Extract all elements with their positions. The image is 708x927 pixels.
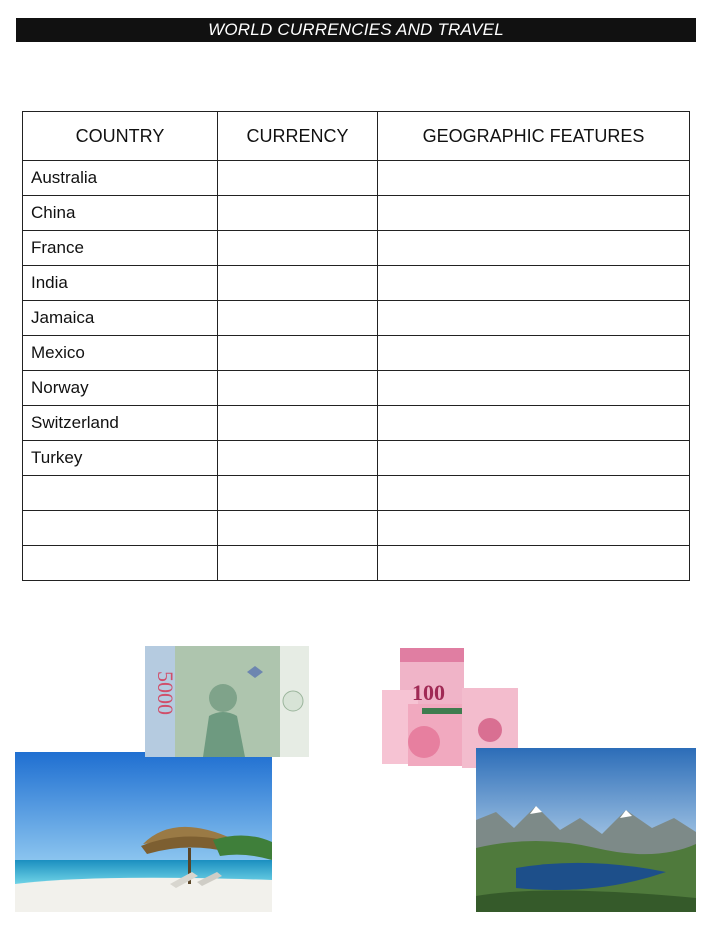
currency-cell [218,196,378,231]
features-cell [378,441,690,476]
table-row [23,231,690,266]
table-row [23,406,690,441]
page-title: WORLD CURRENCIES AND TRAVEL [16,18,696,42]
currency-cell [218,476,378,511]
table-row [23,161,690,196]
country-cell: Jamaica [23,301,218,336]
country-cell [23,511,218,546]
currency-cell [218,546,378,581]
currency-cell [218,266,378,301]
mountain-lake-photo [476,748,696,912]
beach-photo [15,752,272,912]
currency-cell [218,161,378,196]
table-row [23,546,690,581]
table-row [23,336,690,371]
currency-cell [218,336,378,371]
country-cell: Mexico [23,336,218,371]
banknote-denomination: 5000 [153,671,178,715]
country-cell [23,476,218,511]
features-cell [378,371,690,406]
table-header-row [23,112,690,161]
country-cell: France [23,231,218,266]
features-cell [378,196,690,231]
header-country: COUNTRY [23,112,218,161]
features-cell [378,161,690,196]
features-cell [378,546,690,581]
banknote-5000-image [145,646,309,757]
country-cell: India [23,266,218,301]
country-cell: Switzerland [23,406,218,441]
features-cell [378,266,690,301]
currency-cell [218,406,378,441]
table-row [23,476,690,511]
table-row [23,301,690,336]
features-cell [378,476,690,511]
table-row [23,371,690,406]
country-cell [23,546,218,581]
table-row [23,266,690,301]
country-cell: Australia [23,161,218,196]
header-currency: CURRENCY [218,112,378,161]
table-row [23,441,690,476]
currency-cell [218,231,378,266]
currency-table [22,111,690,581]
features-cell [378,301,690,336]
country-cell: Turkey [23,441,218,476]
features-cell [378,231,690,266]
currency-cell [218,301,378,336]
features-cell [378,336,690,371]
currency-cell [218,441,378,476]
table-row [23,511,690,546]
currency-cell [218,511,378,546]
banknote-denomination: 100 [412,680,445,705]
country-cell: Norway [23,371,218,406]
currency-cell [218,371,378,406]
features-cell [378,511,690,546]
table-row [23,196,690,231]
country-cell: China [23,196,218,231]
features-cell [378,406,690,441]
header-geographic-features: GEOGRAPHIC FEATURES [378,112,690,161]
